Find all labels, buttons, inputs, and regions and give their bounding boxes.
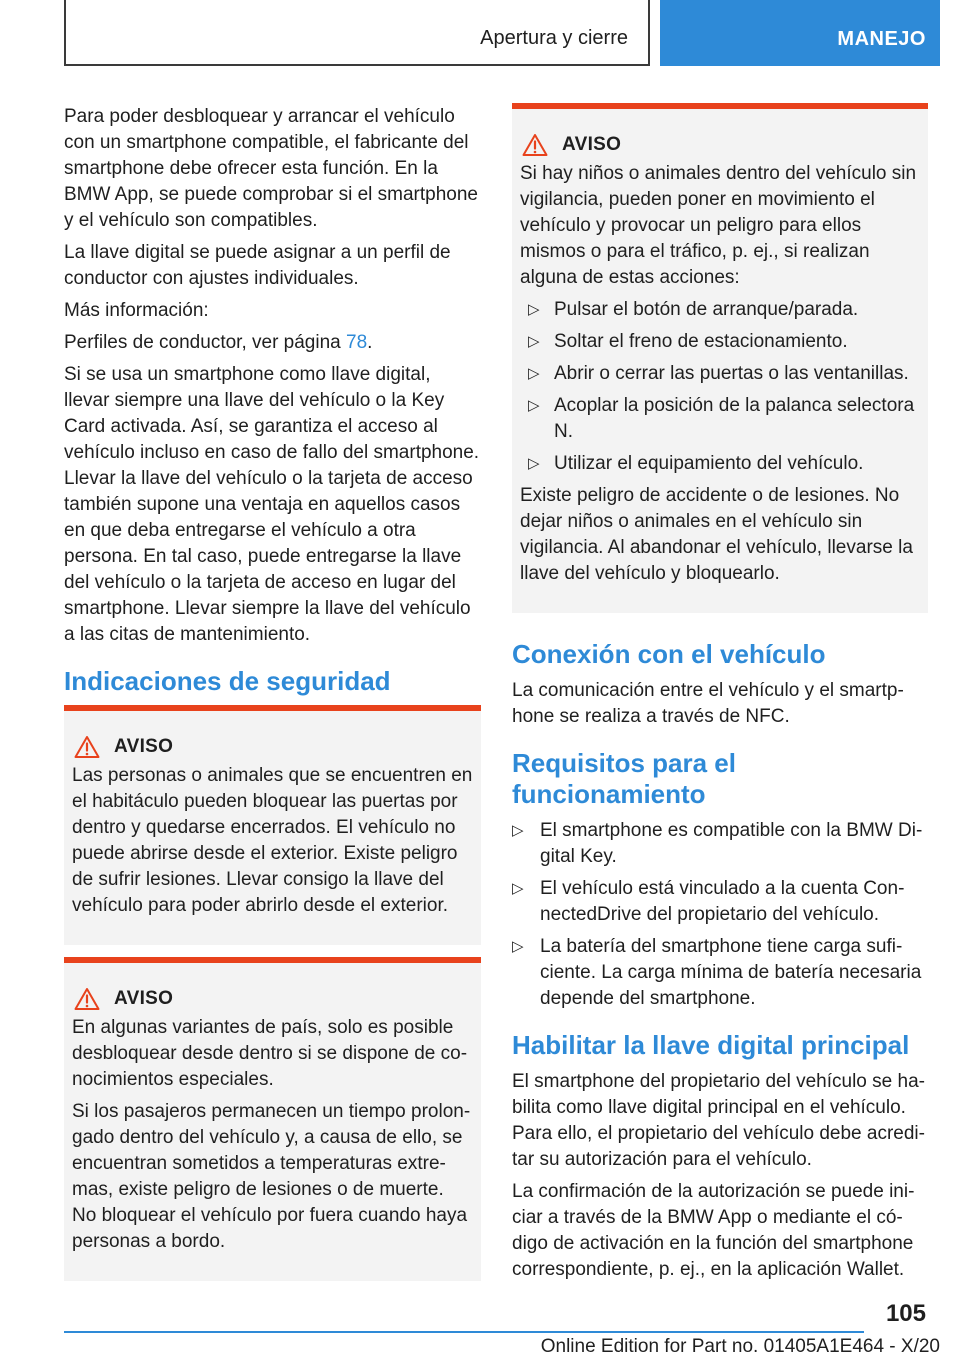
- page-link-78[interactable]: 78: [346, 332, 368, 353]
- footer-edition: Online Edition for Part no. 01405A1E464 - X/20: [540, 1336, 940, 1357]
- right-column: [512, 103, 928, 1289]
- warning-box-children-animals: [512, 103, 928, 613]
- list-item: ▷ Pulsar el botón de arranque/parada.: [520, 297, 920, 323]
- list-item: ▷ Abrir o cerrar las puertas o las ventanillas.: [520, 361, 920, 387]
- triangle-bullet-icon: ▷: [512, 822, 524, 839]
- paragraph-profile-reference: [64, 330, 481, 356]
- page-number: 105: [885, 1300, 926, 1327]
- triangle-bullet-icon: ▷: [512, 880, 524, 897]
- warning-box-temperature: [64, 957, 481, 1281]
- reference-suffix: .: [367, 332, 373, 353]
- reference-text: Perfiles de conductor, ver página: [64, 332, 347, 353]
- warning-box-locked-in: [64, 705, 481, 945]
- triangle-bullet-icon: ▷: [528, 301, 540, 318]
- warning-text-special-knowledge: En algunas variantes de país, solo es posible desbloquear desde dentro si se dispone de conocimientos especiales.: [72, 1017, 468, 1090]
- list-item: ▷ La batería del smartphone tiene carga suficiente. La carga mínima de batería necesaria depende del smartphone.: [512, 936, 922, 1009]
- left-column: [64, 104, 481, 1281]
- header-section-title: Apertura y cierre: [480, 27, 628, 49]
- heading-vehicle-connection: Conexión con el vehículo: [512, 639, 826, 669]
- paragraph-authorization: La confirmación de la autorización se puede iniciar a través de la BMW App o mediante el código de activación en la función del smartphone correspondiente, p. ej., en la aplicación Wallet.: [512, 1181, 915, 1280]
- heading-safety-notes: Indicaciones de seguridad: [64, 666, 391, 696]
- triangle-bullet-icon: ▷: [512, 938, 524, 955]
- paragraph-carry-key: Si se usa un smartphone como llave digital, llevar siempre una llave del vehículo o la Key Card activada. Así, se garantiza el acceso al vehículo incluso en caso de fallo del smartphone. Llevar la llave del vehículo o la tarjeta de acceso también supone una ventaja en aquellos casos en que deba entregarse el vehículo a otra persona. En tal caso, puede entregarse la llave del vehículo o la tarjeta de acceso en lugar del smartphone. Llevar siempre la llave del vehículo a las citas de mantenimiento.: [64, 364, 480, 645]
- list-item: ▷ Acoplar la posición de la palanca selectora N.: [528, 395, 915, 442]
- list-item: ▷ Utilizar el equipamiento del vehículo.: [520, 451, 920, 477]
- warning-triangle-icon: [522, 133, 548, 157]
- warning-text: Las personas o animales que se encuentren en el habitáculo pueden bloquear las puertas por dentro y quedarse encerrados. El vehículo no puede abrirse desde el exterior. Existe peligro de sufrir lesiones. Llevar consigo la llave del vehículo para poder abrirlo desde el exterior.: [72, 765, 473, 916]
- warning-text-temperatures: Si los pasajeros permanecen un tiempo prolongado dentro del vehículo y, a causa de ello, se encuentran sometidos a temperaturas extremas, existe peligro de lesiones o de muerte. No bloquear el vehículo por fuera cuando haya personas a bordo.: [72, 1101, 471, 1252]
- warning-title: AVISO: [562, 134, 622, 155]
- warning-triangle-icon: [74, 735, 100, 759]
- list-item: ▷ Soltar el freno de estacionamiento.: [520, 329, 920, 355]
- paragraph-enable-owner: El smartphone del propietario del vehículo se habilita como llave digital principal en el vehículo. Para ello, el propietario del vehículo debe acreditar su autorización para el vehículo.: [512, 1071, 925, 1170]
- warning-intro: Si hay niños o animales dentro del vehículo sin vigilancia, pueden poner en movimiento el vehículo y provocar un peligro para ellos mismos o para el tráfico, p. ej., si realizan alguna de estas acciones:: [520, 163, 917, 288]
- header-section-box: [64, 0, 650, 66]
- list-item: ▷ El smartphone es compatible con la BMW Digital Key.: [512, 820, 923, 867]
- triangle-bullet-icon: ▷: [528, 455, 540, 472]
- paragraph-driver-profile: La llave digital se puede asignar a un perfil de conductor con ajustes individuales.: [64, 242, 451, 289]
- warning-title: AVISO: [114, 988, 174, 1009]
- triangle-bullet-icon: ▷: [528, 333, 540, 350]
- warning-outro: Existe peligro de accidente o de lesiones. No dejar niños o animales en el vehículo sin vigilancia. Al abandonar el vehículo, llevarse la llave del vehículo y bloquearlo.: [520, 485, 913, 584]
- footer-divider: [64, 1331, 864, 1333]
- warning-triangle-icon: [74, 987, 100, 1011]
- heading-requirements: Requisitos para el funcionamiento: [512, 748, 736, 809]
- paragraph-more-info: Más información:: [64, 300, 209, 321]
- header-chapter-tab[interactable]: [660, 0, 940, 66]
- list-item: ▷ El vehículo está vinculado a la cuenta ConnectedDrive del propietario del vehículo.: [512, 878, 905, 925]
- triangle-bullet-icon: ▷: [528, 365, 540, 382]
- paragraph-nfc: La comunicación entre el vehículo y el smartphone se realiza a través de NFC.: [512, 680, 904, 727]
- warning-action-list: [520, 297, 920, 477]
- paragraph-compatibility: Para poder desbloquear y arrancar el vehículo con un smartphone compatible, el fabricante del smartphone debe ofrecer esta función. En la BMW App, se puede comprobar si el smartphone y el vehículo son compatibles.: [64, 106, 478, 231]
- warning-title: AVISO: [114, 736, 174, 757]
- heading-enable-master-key: Habilitar la llave digital principal: [512, 1030, 910, 1060]
- requirements-list: [512, 818, 928, 1012]
- header-chapter-label: MANEJO: [837, 28, 926, 50]
- triangle-bullet-icon: ▷: [528, 397, 540, 414]
